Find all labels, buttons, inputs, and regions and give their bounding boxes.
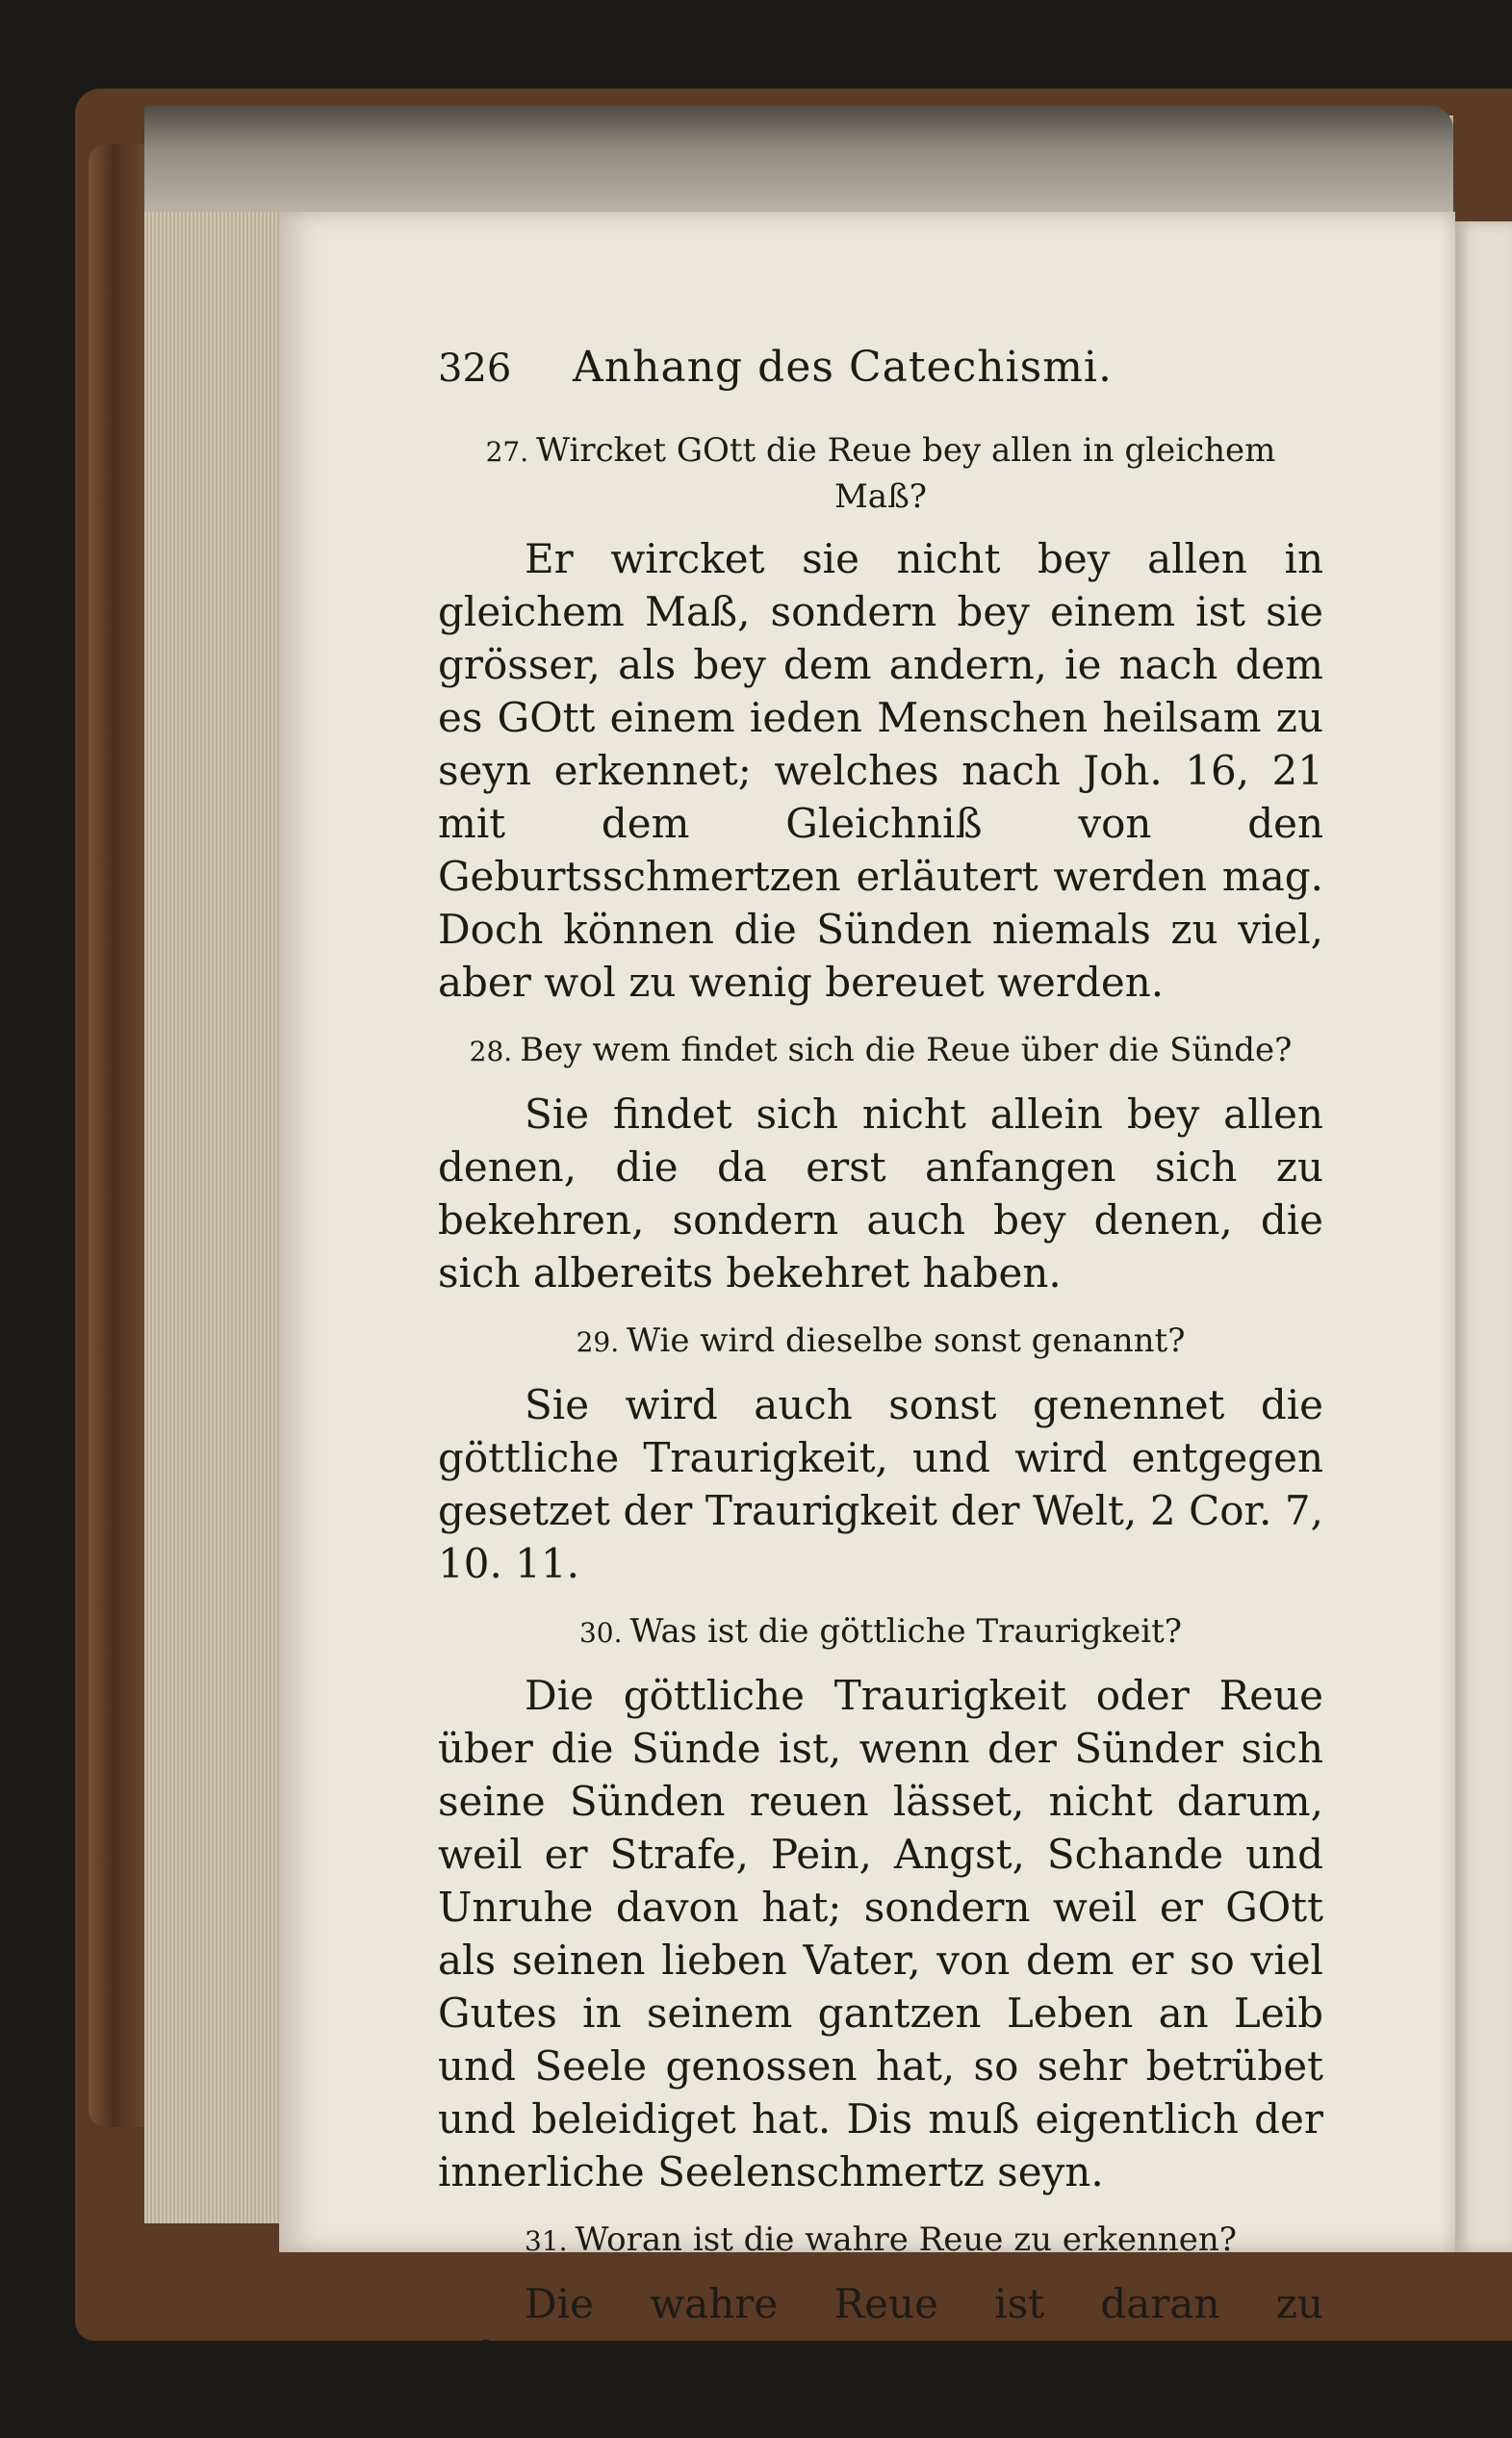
question-29 bbox=[448, 1319, 1314, 1365]
question-31 bbox=[448, 2218, 1314, 2264]
question-number: 30. bbox=[578, 1617, 623, 1649]
question-number: 28. bbox=[469, 1036, 513, 1067]
running-head: Anhang des Catechismi. bbox=[573, 343, 1113, 392]
answer-31: Die wahre Reue ist daran zu erkennen, wenn bbox=[438, 2280, 1323, 2380]
book-top-edge bbox=[144, 106, 1453, 212]
question-text: Woran ist die wahre Reue zu erkennen? bbox=[575, 2220, 1237, 2259]
question-number: 29. bbox=[576, 1326, 620, 1358]
question-text: Bey wem findet sich die Reue über die Sünde? bbox=[520, 1031, 1293, 1069]
answer-27: Er wircket sie nicht bey allen in gleichem Maß, sondern bey einem ist sie grösser, als bey dem andern, ie nach dem es GOtt einem ieden Menschen heilsam zu seyn erkennet; welches nach Joh. 16, 21 mit dem Gleichniß von den Geburtsschmertzen erläutert werden mag. Doch können die Sünden niemals zu viel, aber wol zu wenig bereuet werden. bbox=[438, 535, 1323, 1006]
question-27 bbox=[448, 428, 1314, 519]
question-text: Wie wird dieselbe sonst genannt? bbox=[627, 1322, 1186, 1360]
question-text: Wircket GOtt die Reue bey allen in gleichem Maß? bbox=[536, 431, 1276, 516]
question-number: 27. bbox=[485, 436, 529, 468]
page-text bbox=[438, 343, 1323, 2438]
question-30 bbox=[448, 1609, 1314, 1655]
question-text: Was ist die göttliche Traurigkeit? bbox=[629, 1612, 1183, 1651]
answer-28: Sie findet sich nicht allein bey allen denen, die da erst anfangen sich zu bekehren, sondern auch bey denen, die sich albereits bekehret haben. bbox=[438, 1091, 1323, 1296]
book-spine-edge bbox=[89, 144, 144, 2127]
catchword: ein bbox=[1260, 2388, 1323, 2435]
page-number: 326 bbox=[438, 346, 512, 391]
question-28 bbox=[448, 1028, 1314, 1074]
page-header bbox=[438, 343, 1323, 392]
answer-29: Sie wird auch sonst genennet die göttliche Traurigkeit, und wird entgegen gesetzet der Traurigkeit der Welt, 2 Cor. 7, 10. 11. bbox=[438, 1381, 1323, 1587]
question-number: 31. bbox=[525, 2225, 568, 2257]
answer-30: Die göttliche Traurigkeit oder Reue über die Sünde ist, wenn der Sünder sich seine Sünden reuen lässet, nicht darum, weil er Strafe, Pein, Angst, Schande und Unruhe davon hat; sondern weil er GOtt als seinen lieben Vater, von dem er so viel Gutes in seinem gantzen Leben an Leib und Seele genossen hat, so sehr betrübet und beleidiget hat. Dis muß eigentlich der innerliche Seelenschmertz seyn. bbox=[438, 1672, 1323, 2195]
facing-page-edge bbox=[1455, 221, 1512, 2252]
